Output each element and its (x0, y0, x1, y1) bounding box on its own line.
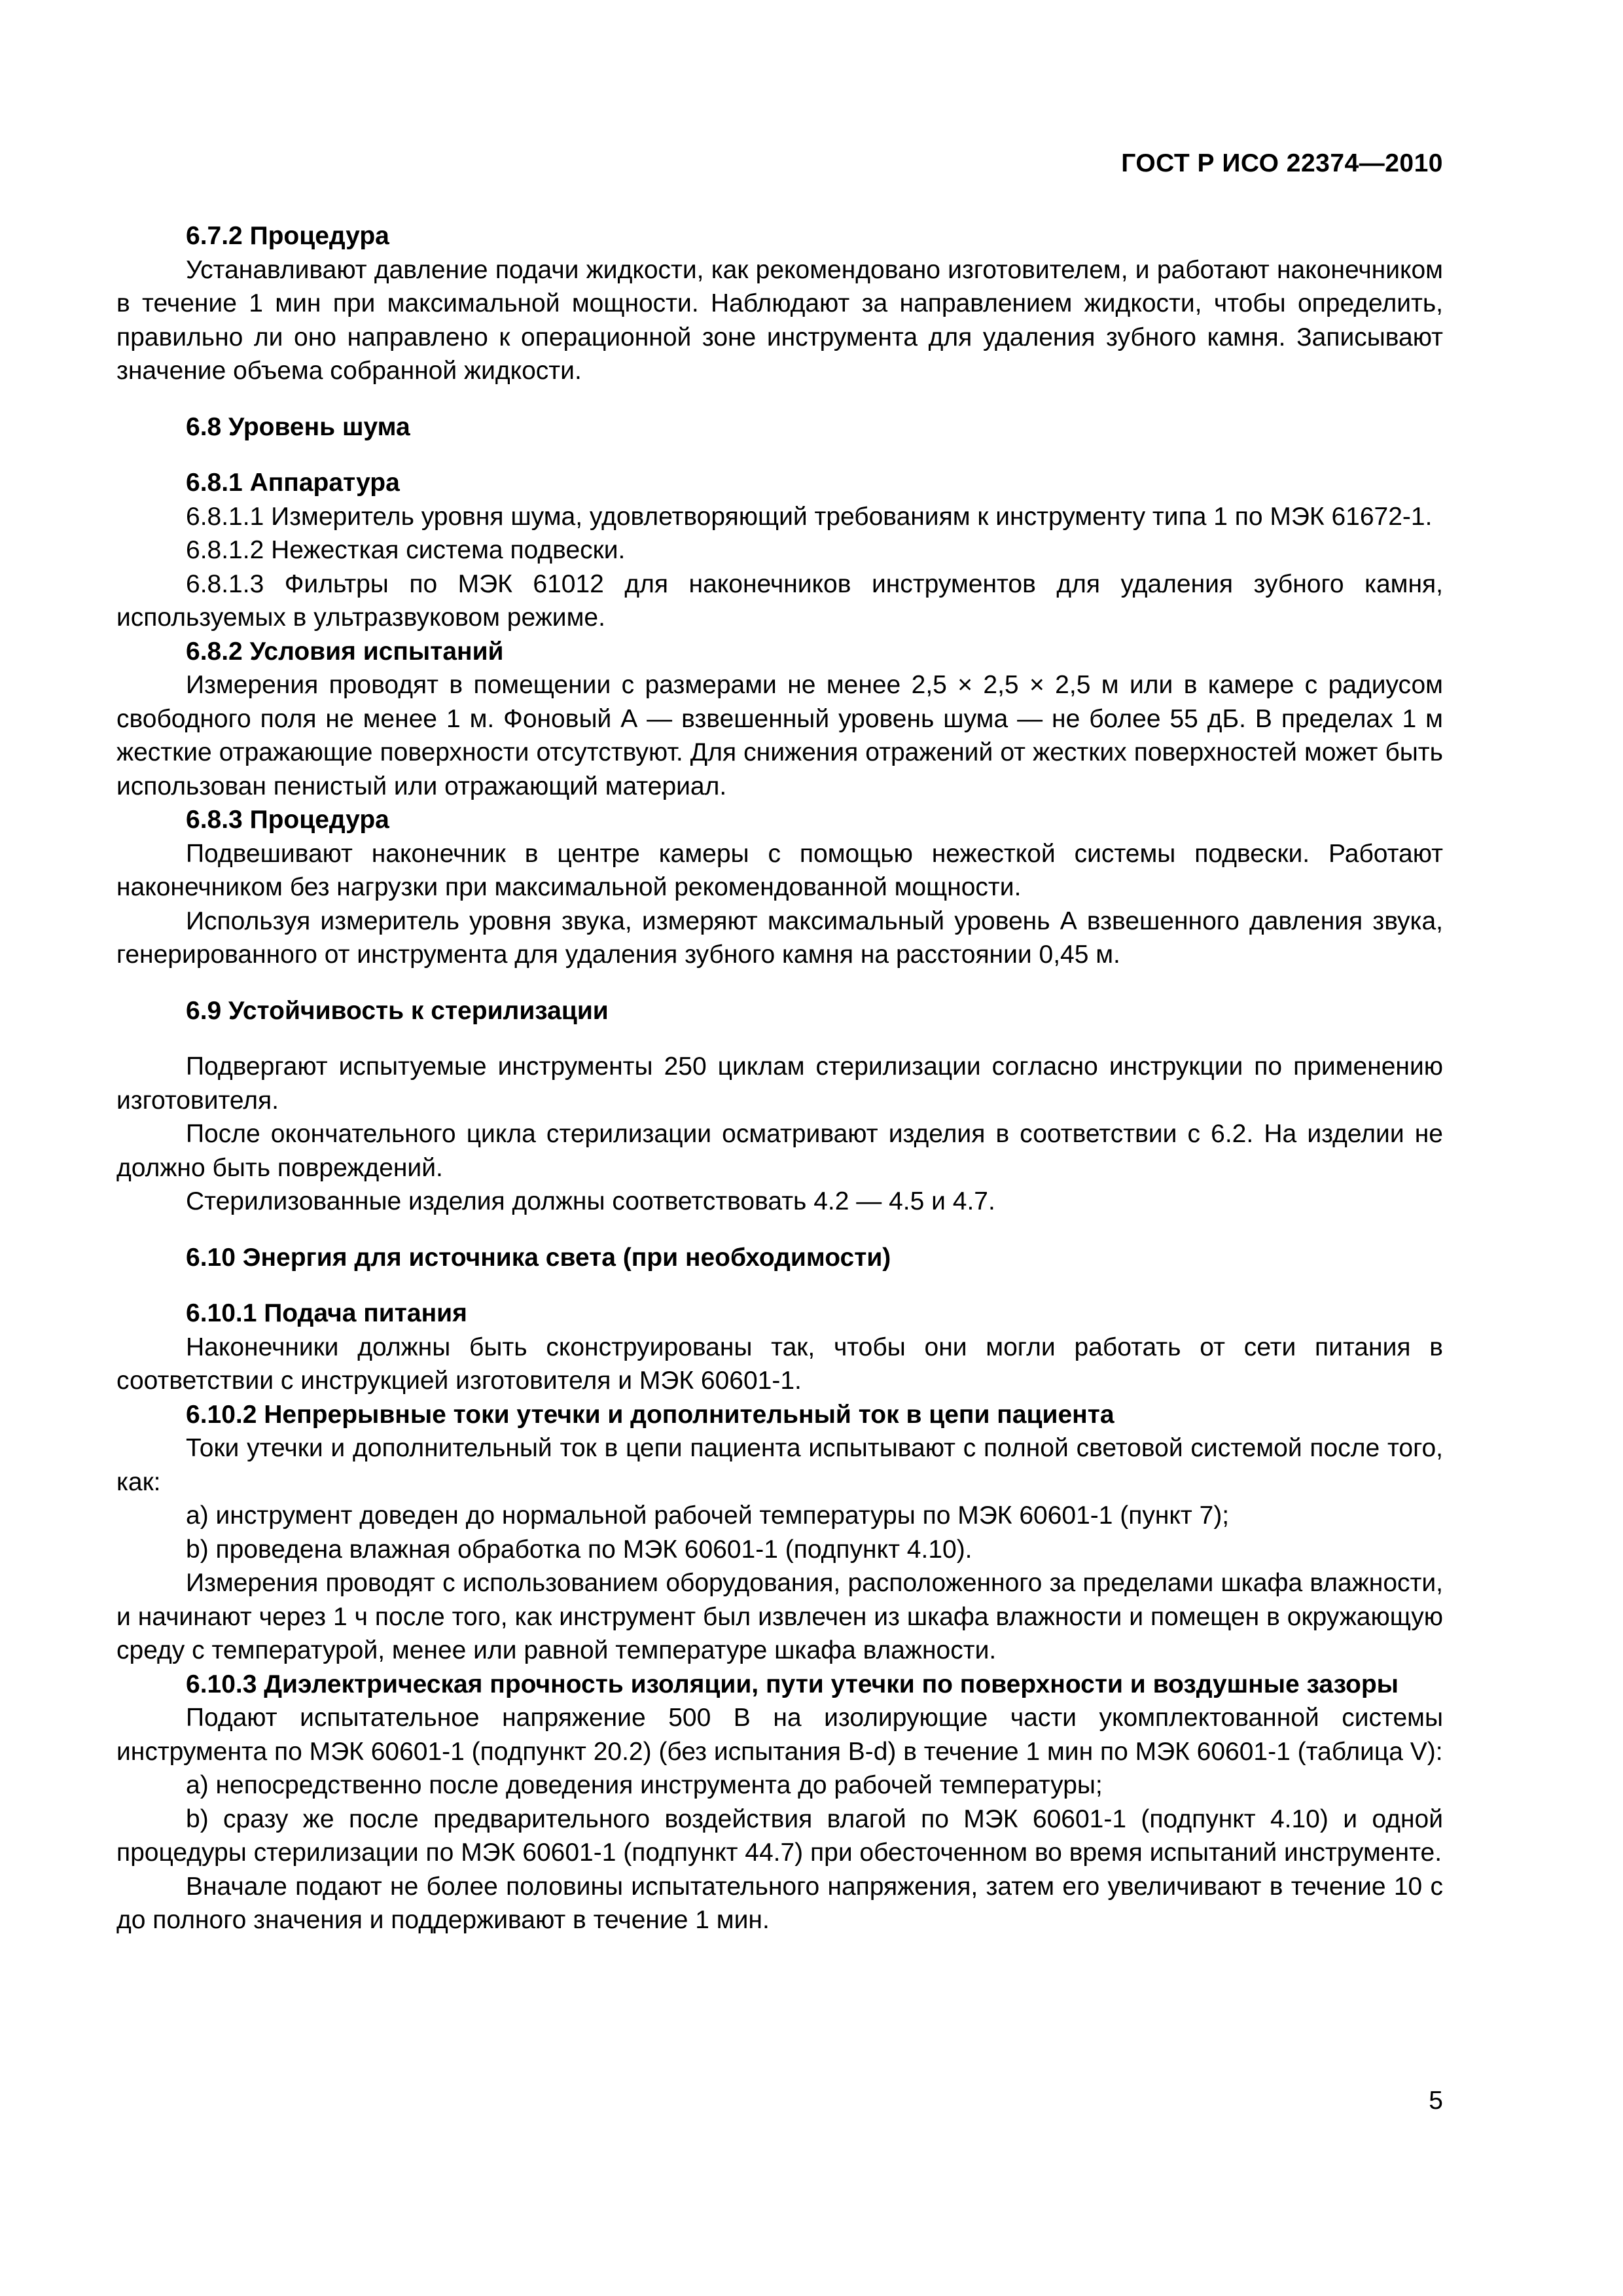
paragraph: Вначале подают не более половины испытательного напряжения, затем его увеличивают в течение 10 с до полного значения и поддерживают в течение 1 мин. (116, 1872, 1443, 1934)
paragraph: Наконечники должны быть сконструированы так, чтобы они могли работать от сети питания в соответствии с инструкцией изготовителя и МЭК 60601-1. (116, 1333, 1443, 1395)
paragraph: После окончательного цикла стерилизации осматривают изделия в соответствии с 6.2. На изделии не должно быть повреждений. (116, 1120, 1443, 1182)
section-heading-6-10-3: 6.10.3 Диэлектрическая прочность изоляции, пути утечки по поверхности и воздушные зазоры (186, 1670, 1399, 1698)
paragraph: Используя измеритель уровня звука, измеряют максимальный уровень А взвешенного давления звука, генерированного от инструмента для удаления зубного камня на расстоянии 0,45 м. (116, 906, 1443, 969)
paragraph: Подвешивают наконечник в центре камеры с помощью нежесткой системы подвески. Работают наконечником без нагрузки при максимальной рекомендованной мощности. (116, 839, 1443, 901)
list-item: a) непосредственно после доведения инструмента до рабочей температуры; (186, 1771, 1103, 1799)
paragraph: 6.8.1.3 Фильтры по МЭК 61012 для наконечников инструментов для удаления зубного камня, используемых в ультразвуковом режиме. (116, 569, 1443, 632)
paragraph: Стерилизованные изделия должны соответствовать 4.2 — 4.5 и 4.7. (186, 1187, 995, 1215)
paragraph: Токи утечки и дополнительный ток в цепи пациента испытывают с полной световой системой после того, как: (116, 1434, 1443, 1496)
section-heading-6-8-3: 6.8.3 Процедура (186, 806, 389, 834)
section-heading-6-10-2: 6.10.2 Непрерывные токи утечки и дополнительный ток в цепи пациента (186, 1400, 1115, 1429)
paragraph: Устанавливают давление подачи жидкости, как рекомендовано изготовителем, и работают наконечником в течение 1 мин при максимальной мощности. Наблюдают за направлением жидкости, чтобы определить, правильно ли оно направлено к операционной зоне инструмента для удаления зубного камня. Записывают значение объема собранной жидкости. (116, 255, 1443, 385)
paragraph: 6.8.1.1 Измеритель уровня шума, удовлетворяющий требованиям к инструменту типа 1 по МЭК 61672-1. (186, 502, 1433, 531)
page-number: 5 (1429, 2087, 1443, 2115)
section-heading-6-7-2: 6.7.2 Процедура (186, 222, 389, 250)
document-body (116, 219, 1443, 1937)
paragraph: Подвергают испытуемые инструменты 250 циклам стерилизации согласно инструкции по применению изготовителя. (116, 1052, 1443, 1115)
paragraph: Измерения проводят в помещении с размерами не менее 2,5 × 2,5 × 2,5 м или в камере с радиусом свободного поля не менее 1 м. Фоновый А — взвешенный уровень шума — не более 55 дБ. В пределах 1 м жесткие отражающие поверхности отсутствуют. Для снижения отражений от жестких поверхностей может быть использован пенистый или отражающий материал. (116, 671, 1443, 800)
document-code-header: ГОСТ Р ИСО 22374—2010 (1121, 149, 1443, 177)
section-heading-6-10-1: 6.10.1 Подача питания (186, 1299, 467, 1327)
section-heading-6-8: 6.8 Уровень шума (186, 412, 410, 441)
list-item: b) сразу же после предварительного воздействия влагой по МЭК 60601-1 (подпункт 4.10) и одной процедуры стерилизации по МЭК 60601-1 (подпункт 44.7) при обесточенном во время испытаний инструменте. (116, 1804, 1443, 1867)
paragraph: Измерения проводят с использованием оборудования, расположенного за пределами шкафа влажности, и начинают через 1 ч после того, как инструмент был извлечен из шкафа влажности и помещен в окружающую среду с температурой, менее или равной температуре шкафа влажности. (116, 1569, 1443, 1664)
section-heading-6-9: 6.9 Устойчивость к стерилизации (186, 996, 609, 1025)
list-item: а) инструмент доведен до нормальной рабочей температуры по МЭК 60601-1 (пункт 7); (186, 1501, 1230, 1530)
paragraph: Подают испытательное напряжение 500 В на изолирующие части укомплектованной системы инструмента по МЭК 60601-1 (подпункт 20.2) (без испытания B-d) в течение 1 мин по МЭК 60601-1 (таблица V): (116, 1704, 1443, 1766)
list-item: b) проведена влажная обработка по МЭК 60601-1 (подпункт 4.10). (186, 1535, 972, 1564)
section-heading-6-8-2: 6.8.2 Условия испытаний (186, 637, 504, 666)
paragraph: 6.8.1.2 Нежесткая система подвески. (186, 536, 626, 564)
section-heading-6-8-1: 6.8.1 Аппаратура (186, 469, 400, 497)
section-heading-6-10: 6.10 Энергия для источника света (при необходимости) (186, 1243, 891, 1272)
